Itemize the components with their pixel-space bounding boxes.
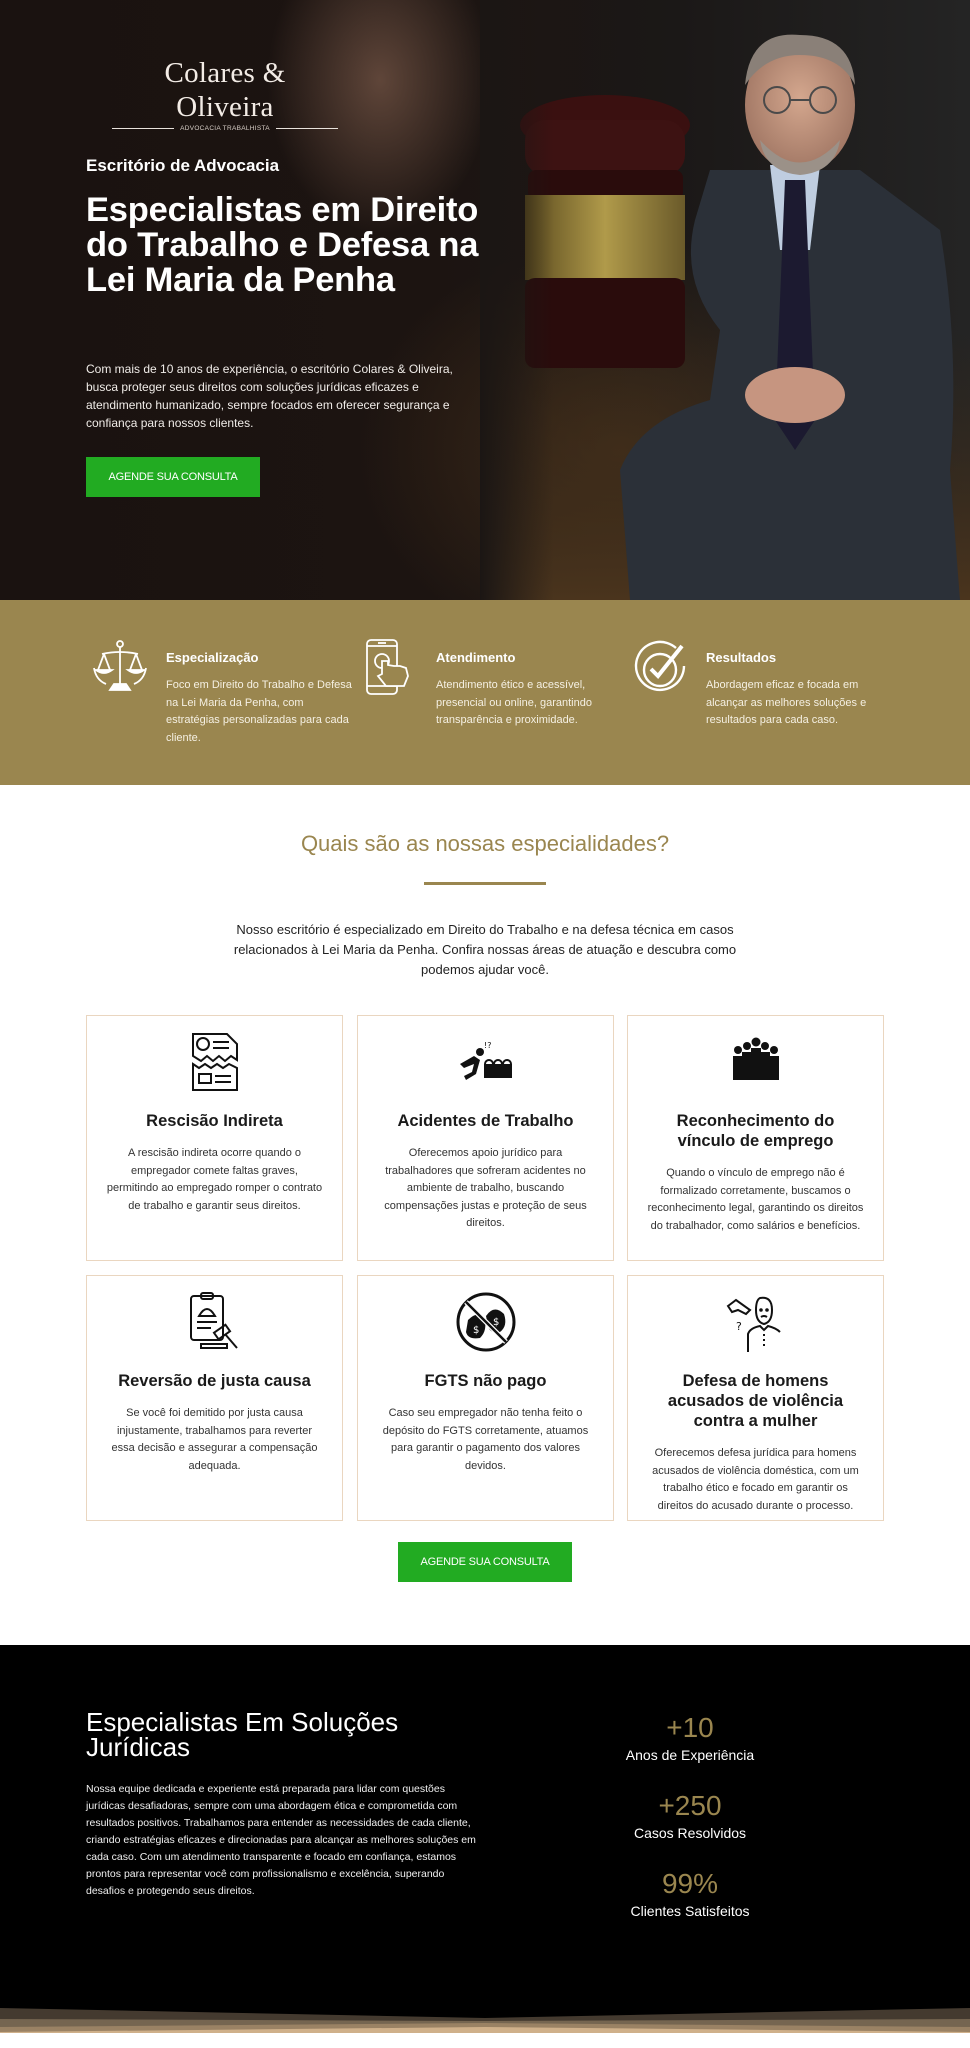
specialties-intro: Nosso escritório é especializado em Direito do Trabalho e na defesa técnica em casos relacionados à Lei Maria da Penha. Confira nossas áreas de atuação e descubra como podemos ajudar você. <box>233 922 737 977</box>
specialty-card[interactable] <box>357 1015 614 1261</box>
feature-resultados <box>630 638 896 730</box>
torn-contract-icon <box>183 1030 247 1094</box>
stat-satisfaction <box>600 1869 780 1919</box>
logo-rule-left <box>112 128 174 130</box>
circular-check-icon <box>630 638 690 698</box>
stat-value: 99% <box>661 1868 719 1899</box>
stat-label: Anos de Experiência <box>625 1747 755 1763</box>
specialty-card[interactable] <box>627 1275 884 1521</box>
feature-text: Abordagem eficaz e focada em alcançar as melhores soluções e resultados para cada caso. <box>706 679 867 726</box>
stat-cases <box>600 1791 780 1841</box>
stat-years <box>600 1713 780 1763</box>
stat-label: Casos Resolvidos <box>633 1825 747 1841</box>
hero-eyebrow: Escritório de Advocacia <box>86 156 280 175</box>
specialty-text: Oferecemos apoio jurídico para trabalhadores que sofreram acidentes no ambiente de trabalho, buscando compensações justas e proteção de seus direitos. <box>384 1147 587 1229</box>
logo-tagline-row <box>112 125 338 132</box>
schedule-consultation-button-secondary[interactable]: AGENDE SUA CONSULTA <box>398 1542 572 1582</box>
stats-about-text: Nossa equipe dedicada e experiente está preparada para lidar com questões jurídicas desafiadoras, sempre com uma abordagem ética e comprometida com resultados positivos. Trabalhamos para entender as necessidades de cada cliente, criando estratégias eficazes e direcionadas para alcançar as melhores soluções em cada caso. Com um atendimento transparente e focado em confiança, estamos prontos para representar você com profissionalismo e excelência, superando desafios e protegendo seus direitos. <box>86 1783 476 1897</box>
specialty-title: FGTS não pago <box>424 1372 547 1390</box>
svg-text:$: $ <box>492 1317 499 1328</box>
schedule-consultation-button[interactable]: AGENDE SUA CONSULTA <box>86 457 260 497</box>
specialty-text: A rescisão indireta ocorre quando o empregador comete faltas graves, permitindo ao empregado romper o contrato de trabalho e garantir seus direitos. <box>106 1147 323 1212</box>
specialty-text: Oferecemos defesa jurídica para homens acusados de violência doméstica, com um trabalho ético e focado em garantir os direitos do acusado durante o processo. <box>652 1447 859 1512</box>
logo-name: Colares & Oliveira <box>164 57 286 123</box>
svg-text:!?: !? <box>483 1041 491 1050</box>
logo-rule-right <box>276 128 338 130</box>
svg-text:?: ? <box>735 1320 742 1333</box>
stat-label: Clientes Satisfeitos <box>630 1903 750 1919</box>
specialty-text: Quando o vínculo de emprego não é formalizado corretamente, buscamos o reconhecimento legal, garantindo os direitos do trabalhador, como salários e benefícios. <box>647 1167 864 1232</box>
specialty-card[interactable] <box>86 1275 343 1521</box>
no-money-bags-icon <box>454 1290 518 1354</box>
stats-heading: Especialistas Em Soluções Jurídicas <box>86 1707 399 1762</box>
lawyer-portrait-image <box>480 0 970 600</box>
hero-section <box>0 0 970 600</box>
stat-value: +250 <box>658 1790 722 1821</box>
feature-text: Foco em Direito do Trabalho e Defesa na Lei Maria da Penha, com estratégias personalizadas para cada cliente. <box>166 679 352 744</box>
heading-divider <box>424 882 546 885</box>
feature-text: Atendimento ético e acessível, presencial ou online, garantindo transparência e proximidade. <box>436 679 592 726</box>
specialty-title: Reversão de justa causa <box>118 1372 311 1390</box>
specialty-card[interactable] <box>86 1015 343 1261</box>
stats-section <box>0 1645 970 2035</box>
specialty-title: Defesa de homens acusados de violência contra a mulher <box>667 1372 844 1430</box>
feature-title: Especialização <box>166 650 259 665</box>
specialties-section <box>0 785 970 1645</box>
feature-title: Resultados <box>706 650 777 665</box>
specialty-card[interactable] <box>627 1015 884 1261</box>
feature-title: Atendimento <box>436 650 516 665</box>
hero-description: Com mais de 10 anos de experiência, o escritório Colares & Oliveira, busca proteger seus direitos com soluções jurídicas eficazes e atendimento humanizado, sempre focados em oferecer segurança e confiança para nossos clientes. <box>86 362 453 430</box>
brand-logo[interactable] <box>112 56 338 132</box>
features-band <box>0 600 970 785</box>
specialty-text: Caso seu empregador não tenha feito o depósito do FGTS corretamente, atuamos para garantir o pagamento dos valores devidos. <box>382 1407 589 1472</box>
specialty-title: Reconhecimento do vínculo de emprego <box>676 1112 835 1150</box>
svg-text:$: $ <box>472 1325 479 1336</box>
specialty-title: Acidentes de Trabalho <box>397 1112 574 1130</box>
section-divider-shape <box>0 1991 970 2035</box>
logo-tagline: ADVOCACIA TRABALHISTA <box>180 125 270 132</box>
specialty-text: Se você foi demitido por justa causa injustamente, trabalhamos para reverter essa decisão e assegurar a compensação adequada. <box>111 1407 318 1472</box>
scales-of-justice-icon <box>90 638 150 698</box>
feature-especializacao <box>90 638 356 747</box>
hero-title: Especialistas em Direito do Trabalho e Defesa na Lei Maria da Penha <box>86 191 479 299</box>
clipboard-gavel-icon <box>183 1290 247 1354</box>
specialty-card[interactable] <box>357 1275 614 1521</box>
feature-atendimento <box>360 638 626 730</box>
accused-man-icon <box>724 1290 788 1354</box>
work-accident-icon <box>454 1030 518 1094</box>
smartphone-touch-icon <box>360 638 420 698</box>
stat-value: +10 <box>666 1712 714 1743</box>
specialties-heading: Quais são as nossas especialidades? <box>300 831 670 856</box>
specialty-title: Rescisão Indireta <box>146 1112 283 1130</box>
workers-group-icon <box>724 1030 788 1094</box>
